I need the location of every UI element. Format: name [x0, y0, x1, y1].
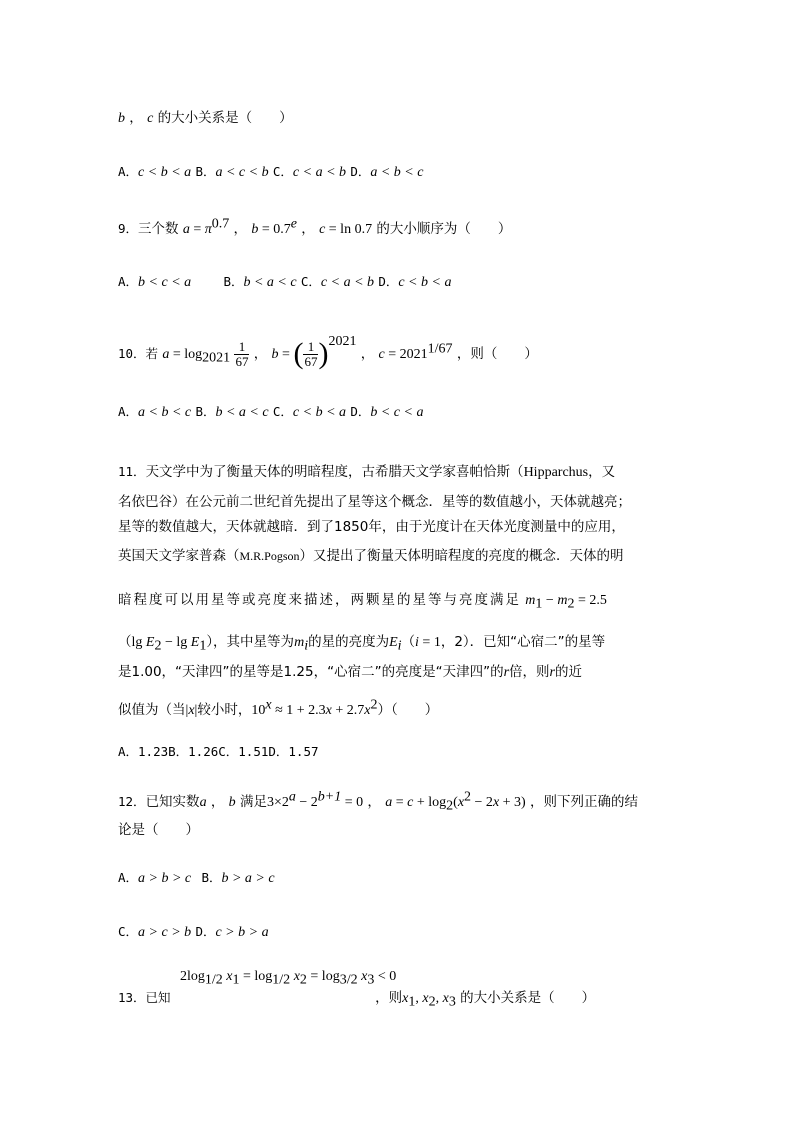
q9-option-d[interactable]: c < b < a	[398, 275, 452, 290]
q10-stem: 10．若 $a = \log_{2021}$ $\frac{1}{67}$ ， b = ( $\frac{1}{67}$ )$^{2021}$ ， $c = 2021^{1/67}$ ，则（ ）	[118, 333, 538, 370]
q11-line-1: 11．天文学中为了衡量天体的明暗程度，古希腊天文学家喜帕恰斯（Hipparchus，又	[118, 464, 616, 480]
q8-option-c[interactable]: c < a < b	[292, 165, 347, 180]
q12-option-b[interactable]: b > a > c	[221, 871, 275, 886]
q11-line-4: 英国天文学家普森（M.R.Pogson）又提出了衡量天体明暗程度的亮度的概念．天体的明	[118, 548, 624, 564]
q12-options-2: C．a > c > b D．c > b > a	[118, 924, 269, 940]
q8-option-a[interactable]: c < b < a	[138, 165, 192, 180]
q12-stem: 12．已知实数a ， b 满足$3\times 2^a - 2^{b+1} = 0$ ， $a = c + \log_2(x^2 - 2x + 3)$ ，则下列正确的结	[118, 789, 639, 814]
q9-option-c[interactable]: c < a < b	[320, 275, 375, 290]
q10-options: A．a < b < c B．b < a < c C．c < b < a D．b < c < a	[118, 404, 424, 420]
q13-formula: $2\log_{1/2}$ $x_1 = \log_{1/2} x_2 = \log_{3/2} x_3 < 0$	[180, 969, 397, 988]
q13-stem: 13．已知 ，则$x_1$, $x_2$, $x_3$ 的大小关系是（ ）	[118, 990, 596, 1010]
q12-option-d[interactable]: c > b > a	[215, 925, 269, 940]
q9-option-a[interactable]: b < c < a	[138, 275, 192, 290]
q11-line-8: 似值为（当|x|较小时，$10^x \approx 1 + 2.3x + 2.7x^2$）（ ）	[118, 697, 439, 718]
q11-line-7: 是1.00，“天津四”的星等是1.25，“心宿二”的亮度是“天津四”的r倍，则r的近	[118, 664, 582, 680]
q12-option-a[interactable]: a > b > c	[138, 871, 192, 886]
q10-option-b[interactable]: b < a < c	[215, 405, 269, 420]
q8-option-b[interactable]: a < c < b	[215, 165, 269, 180]
q11-line-3: 星等的数值越大，天体就越暗．到了1850年，由于光度计在天体光度测量中的应用，	[118, 519, 625, 535]
q10-option-d[interactable]: b < c < a	[370, 405, 424, 420]
q11-line-2: 名依巴谷）在公元前二世纪首先提出了星等这个概念．星等的数值越小，天体就越亮；	[118, 494, 631, 510]
q12-options-1: A．a > b > c B．b > a > c	[118, 870, 275, 886]
q8-option-d[interactable]: a < b < c	[370, 165, 424, 180]
q10-option-a[interactable]: a < b < c	[138, 405, 192, 420]
q11-line-6: （lg $E_2 - \lg E_1$），其中星等为$m_i$的星的亮度为$E_i(i = 1$，2）．已知“心宿二”的星等	[118, 634, 606, 654]
q10-option-c[interactable]: c < b < a	[292, 405, 347, 420]
q12-option-c[interactable]: a > c > b	[138, 925, 192, 940]
q9-option-b[interactable]: b < a < c	[243, 275, 297, 290]
q11-options[interactable]: A．1.23B．1.26C．1.51D．1.57	[118, 744, 319, 759]
q11-line-5: 暗程度可以用星等或亮度来描述，两颗星的星等与亮度满足 $m_1 - m_2 = 2.5$	[118, 592, 607, 612]
q8-stem: b ， c 的大小关系是（ ）	[118, 110, 293, 126]
q12-line-2: 论是（ ）	[118, 822, 199, 838]
q9-stem: 9．三个数 $a = \pi^{0.7}$ ， b = 0.7$^e$ ， c = ln 0.7 的大小顺序为（ ）	[118, 216, 512, 237]
q8-options: A．c < b < a B．a < c < b C．c < a < b D．a < b < c	[118, 164, 424, 180]
q9-options: A．b < c < a B．b < a < c C．c < a < b D．c < b < a	[118, 274, 452, 290]
